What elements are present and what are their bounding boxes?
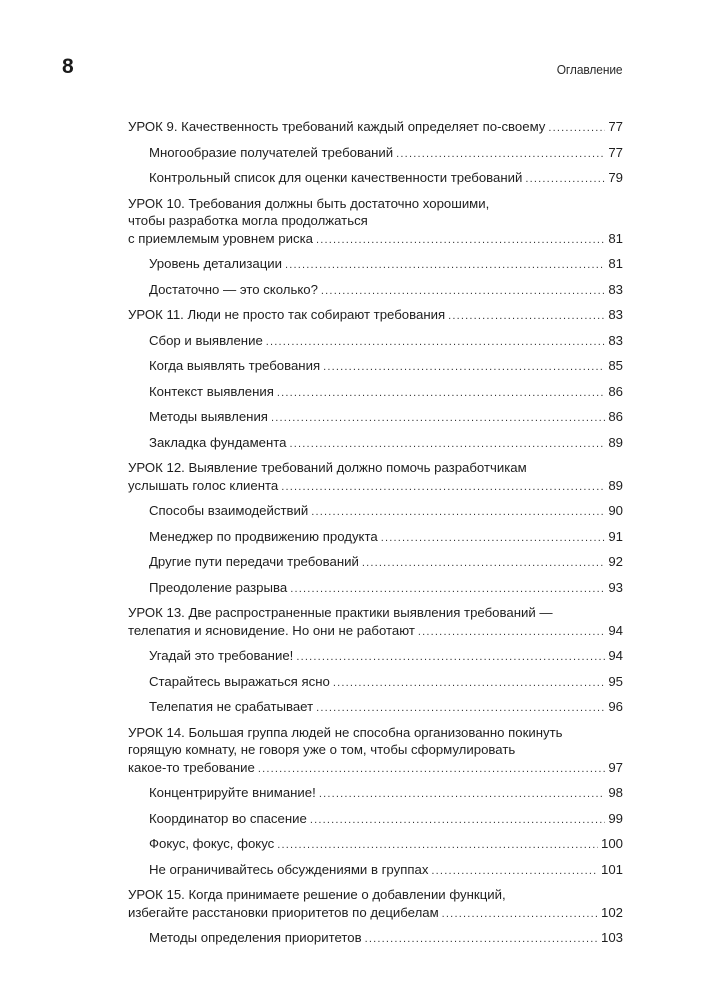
toc-entry-row <box>149 698 623 718</box>
dot-leader <box>290 581 605 599</box>
toc-section-entry[interactable] <box>128 144 623 164</box>
toc-page-number: 100 <box>600 836 623 851</box>
dot-leader <box>321 283 605 301</box>
toc-entry-title: Координатор во спасение <box>149 810 307 826</box>
dot-leader <box>365 931 598 949</box>
dot-leader <box>311 504 605 522</box>
toc-entry-title: Менеджер по продвижению продукта <box>149 528 378 544</box>
toc-entry-title: Контрольный список для оценки качественности требований <box>149 170 523 185</box>
toc-section-entry[interactable] <box>128 332 623 352</box>
toc-entry-title: УРОК 9. Качественность требований каждый определяет по-своему <box>128 119 546 134</box>
dot-leader <box>316 700 605 718</box>
dot-leader <box>277 385 605 403</box>
toc-page-number: 79 <box>608 170 623 185</box>
toc-page-number: 83 <box>608 307 623 322</box>
toc-page-number: 94 <box>608 622 623 638</box>
toc-entry-row <box>149 281 623 301</box>
toc-entry-title: Старайтесь выражаться ясно <box>149 673 330 689</box>
toc-entry-row <box>128 904 623 924</box>
toc-entry-row <box>128 759 623 779</box>
toc-section-entry[interactable] <box>128 357 623 377</box>
toc-section-entry[interactable] <box>128 673 623 693</box>
toc-page-number: 91 <box>608 528 623 544</box>
dot-leader <box>271 410 605 428</box>
dot-leader <box>448 308 605 326</box>
toc-section-entry[interactable] <box>128 169 623 189</box>
toc-section-entry[interactable] <box>128 383 623 403</box>
toc-entry-title-line: УРОК 13. Две распространенные практики выявления требований — <box>128 605 553 620</box>
toc-section-entry[interactable] <box>128 281 623 301</box>
toc-section-entry[interactable] <box>128 810 623 830</box>
toc-entry-title: УРОК 11. Люди не просто так собирают требования <box>128 307 446 322</box>
toc-entry-title: избегайте расстановки приоритетов по децибелам <box>128 904 439 920</box>
toc-entry-title: Преодоление разрыва <box>149 579 288 595</box>
toc-chapter-entry[interactable] <box>128 459 623 496</box>
dot-leader <box>442 906 598 924</box>
toc-page-number: 101 <box>600 861 623 877</box>
dot-leader <box>362 555 605 573</box>
toc-entry-title-line: УРОК 14. Большая группа людей не способна организованно покинуть <box>128 724 563 740</box>
toc-section-entry[interactable] <box>128 929 623 949</box>
dot-leader <box>290 436 606 454</box>
toc-page-number: 94 <box>608 648 623 663</box>
toc-entry-title: Методы выявления <box>149 409 268 424</box>
dot-leader <box>277 837 598 855</box>
toc-entry-row <box>149 383 623 403</box>
dot-leader <box>319 786 606 804</box>
toc-entry-row <box>149 144 623 164</box>
toc-entry-title-line: УРОК 15. Когда принимаете решение о добавлении функций, <box>128 887 506 902</box>
toc-entry-row <box>149 784 623 804</box>
toc-page-number: 89 <box>608 434 623 450</box>
dot-leader <box>258 761 605 779</box>
toc-entry-row <box>149 408 623 428</box>
dot-leader <box>431 863 598 881</box>
toc-page-number: 81 <box>608 256 623 271</box>
toc-entry-title: Фокус, фокус, фокус <box>149 836 275 851</box>
dot-leader <box>281 479 605 497</box>
toc-entry-title: Закладка фундамента <box>149 434 287 450</box>
dot-leader <box>285 257 605 275</box>
toc-section-entry[interactable] <box>128 553 623 573</box>
dot-leader <box>323 359 605 377</box>
toc-page-number: 90 <box>608 503 623 518</box>
toc-entry-title-line: УРОК 12. Выявление требований должно помочь разработчикам <box>128 460 527 475</box>
toc-chapter-entry[interactable] <box>128 724 623 779</box>
dot-leader <box>525 171 605 189</box>
toc-entry-row <box>149 810 623 830</box>
toc-section-entry[interactable] <box>128 784 623 804</box>
toc-page-number: 77 <box>608 144 623 160</box>
toc-entry-row <box>128 118 623 138</box>
toc-entry-title: Контекст выявления <box>149 383 274 399</box>
toc-entry-title: с приемлемым уровнем риска <box>128 230 313 246</box>
toc-page-number: 98 <box>608 785 623 800</box>
toc-chapter-entry[interactable] <box>128 195 623 250</box>
toc-entry-row <box>149 929 623 949</box>
toc-entry-title: Угадай это требование! <box>149 648 294 663</box>
page-number: 8 <box>62 55 74 78</box>
toc-page-number: 85 <box>608 358 623 373</box>
toc-entry-title-line: горящую комнату, не говоря уже о том, чтобы сформулировать <box>128 742 516 757</box>
toc-page-number: 86 <box>608 383 623 399</box>
toc-entry-row <box>128 477 623 497</box>
toc-entry-title-line: УРОК 10. Требования должны быть достаточно хорошими, <box>128 195 490 211</box>
toc-page-number: 86 <box>608 409 623 424</box>
toc-page-number: 83 <box>608 281 623 297</box>
dot-leader <box>548 120 605 138</box>
toc-entry-title: Уровень детализации <box>149 256 283 271</box>
toc-page-number: 81 <box>608 230 623 246</box>
toc-entry-title-line: чтобы разработка могла продолжаться <box>128 213 368 228</box>
toc-section-entry[interactable] <box>128 528 623 548</box>
toc-entry-row <box>149 169 623 189</box>
toc-entry-title: Когда выявлять требования <box>149 358 321 373</box>
dot-leader <box>296 649 605 667</box>
toc-section-entry[interactable] <box>128 647 623 667</box>
toc-entry-title: Многообразие получателей требований <box>149 144 394 160</box>
toc-entry-title: какое-то требование <box>128 759 255 775</box>
toc-chapter-entry[interactable] <box>128 306 623 326</box>
toc-page-number: 102 <box>600 904 623 920</box>
toc-page-number: 97 <box>608 759 623 775</box>
dot-leader <box>266 334 606 352</box>
toc-entry-title: Способы взаимодействий <box>149 503 309 518</box>
toc-entry-row <box>149 434 623 454</box>
toc-section-entry[interactable] <box>128 255 623 275</box>
toc-entry-row <box>149 647 623 667</box>
toc-entry-row <box>128 622 623 642</box>
toc-entry-row <box>149 579 623 599</box>
toc-section-entry[interactable] <box>128 434 623 454</box>
toc-entry-title: Достаточно — это сколько? <box>149 281 318 297</box>
toc-section-entry[interactable] <box>128 698 623 718</box>
dot-leader <box>310 812 605 830</box>
toc-entry-title: Не ограничивайтесь обсуждениями в группах <box>149 861 429 877</box>
toc-entry-row <box>149 357 623 377</box>
dot-leader <box>381 530 606 548</box>
toc-section-entry[interactable] <box>128 502 623 522</box>
toc-page-number: 83 <box>608 332 623 348</box>
toc-entry-title: Телепатия не срабатывает <box>149 699 314 714</box>
dot-leader <box>396 146 605 164</box>
toc-chapter-entry[interactable] <box>128 604 623 641</box>
dot-leader <box>418 624 605 642</box>
table-of-contents <box>128 118 623 955</box>
toc-entry-row <box>149 835 623 855</box>
toc-page-number: 99 <box>608 810 623 826</box>
toc-page-number: 103 <box>600 930 623 945</box>
toc-page-number: 92 <box>608 554 623 569</box>
toc-entry-title: телепатия и ясновидение. Но они не работают <box>128 622 415 638</box>
toc-entry-row <box>128 230 623 250</box>
toc-page-number: 96 <box>608 699 623 714</box>
toc-page-number: 93 <box>608 579 623 595</box>
running-header: Оглавление <box>556 62 622 77</box>
toc-entry-row <box>149 861 623 881</box>
toc-entry-row <box>149 528 623 548</box>
toc-entry-row <box>149 673 623 693</box>
toc-chapter-entry[interactable] <box>128 886 623 923</box>
toc-entry-title: услышать голос клиента <box>128 477 279 493</box>
toc-entry-row <box>149 255 623 275</box>
toc-entry-title: Концентрируйте внимание! <box>149 785 316 800</box>
toc-section-entry[interactable] <box>128 861 623 881</box>
toc-entry-title: Сбор и выявление <box>149 332 263 348</box>
toc-section-entry[interactable] <box>128 408 623 428</box>
toc-entry-row <box>149 332 623 352</box>
toc-entry-title: Методы определения приоритетов <box>149 930 362 945</box>
dot-leader <box>333 675 606 693</box>
toc-page-number: 77 <box>608 119 623 134</box>
toc-entry-title: Другие пути передачи требований <box>149 554 359 569</box>
toc-page-number: 89 <box>608 477 623 493</box>
toc-section-entry[interactable] <box>128 579 623 599</box>
toc-chapter-entry[interactable] <box>128 118 623 138</box>
toc-page-number: 95 <box>608 673 623 689</box>
dot-leader <box>316 232 605 250</box>
toc-entry-row <box>149 553 623 573</box>
toc-entry-row <box>128 306 623 326</box>
toc-section-entry[interactable] <box>128 835 623 855</box>
toc-entry-row <box>149 502 623 522</box>
